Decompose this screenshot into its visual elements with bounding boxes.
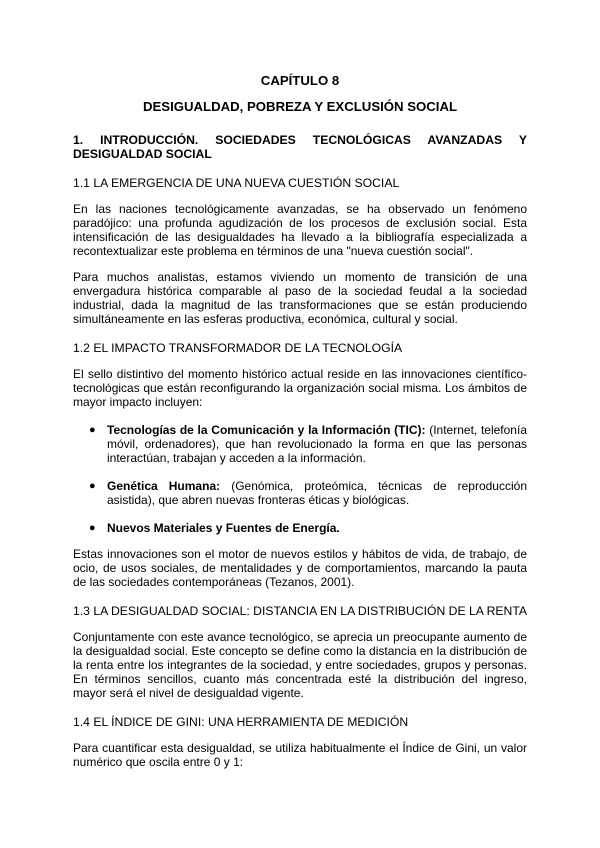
bullet-icon: ● bbox=[89, 480, 96, 492]
paragraph-1-1-a: En las naciones tecnológicamente avanzadas, se ha observado un fenómeno paradójico: una profunda agudización de los procesos de exclusión social. Esta intensificación de las desigualdades ha llevado a la bibliografía especializada a recontextualizar este problema en términos de una "nueva cuestión social". bbox=[73, 202, 527, 258]
paragraph-1-2-intro: El sello distintivo del momento histórico actual reside en las innovaciones científico-tecnológicas que están reconfigurando la organización social misma. Los ámbitos de mayor impacto incluyen: bbox=[73, 367, 527, 409]
subsection-heading-1-1: 1.1 LA EMERGENCIA DE UNA NUEVA CUESTIÓN SOCIAL bbox=[73, 176, 400, 190]
section-heading: 1. INTRODUCCIÓN. SOCIEDADES TECNOLÓGICAS AVANZADAS Y DESIGUALDAD SOCIAL bbox=[73, 133, 527, 161]
list-item bbox=[73, 423, 527, 465]
paragraph-1-4: Para cuantificar esta desigualdad, se utiliza habitualmente el Índice de Gini, un valor numérico que oscila entre 0 y 1: bbox=[73, 741, 527, 769]
chapter-label: CAPÍTULO 8 bbox=[260, 73, 340, 88]
subsection-heading-1-2: 1.2 EL IMPACTO TRANSFORMADOR DE LA TECNOLOGÍA bbox=[73, 341, 403, 355]
list-item-text: (Genómica, proteómica, técnicas de reproducción asistida), que abren nuevas fronteras éticas y biológicas. bbox=[107, 479, 527, 507]
list-item bbox=[73, 521, 527, 535]
paragraph-1-2-outro: Estas innovaciones son el motor de nuevos estilos y hábitos de vida, de trabajo, de ocio, de usos sociales, de mentalidades y de comportamientos, marcando la pauta de las sociedades contemporáneas (Tezanos, 2001). bbox=[73, 547, 527, 589]
list-item-text: (Internet, telefonía móvil, ordenadores), que han revolucionado la forma en que las personas interactúan, trabajan y acceden a la información. bbox=[107, 423, 527, 465]
list-item-term: Nuevos Materiales y Fuentes de Energía. bbox=[107, 521, 340, 535]
document-page bbox=[73, 72, 527, 769]
bullet-icon: ● bbox=[89, 424, 96, 436]
paragraph-1-3: Conjuntamente con este avance tecnológico, se aprecia un preocupante aumento de la desigualdad social. Este concepto se define como la distancia en la distribución de la renta entre los integrantes de la sociedad, y entre sociedades, grupos y personas. En términos sencillos, cuanto más concentrada esté la distribución del ingreso, mayor será el nivel de desigualdad vigente. bbox=[73, 630, 527, 700]
list-item bbox=[73, 479, 527, 507]
list-item-term: Genética Humana: bbox=[107, 479, 221, 493]
list-item-term: Tecnologías de la Comunicación y la Información (TIC): bbox=[107, 423, 426, 437]
subsection-heading-1-4: 1.4 EL ÍNDICE DE GINI: UNA HERRAMIENTA DE MEDICIÓN bbox=[73, 715, 409, 729]
paragraph-1-1-b: Para muchos analistas, estamos viviendo un momento de transición de una envergadura histórica comparable al paso de la sociedad feudal a la sociedad industrial, dada la magnitud de las transformaciones que se están produciendo simultáneamente en las esferas productiva, económica, cultural y social. bbox=[73, 270, 527, 326]
subsection-heading-1-3: 1.3 LA DESIGUALDAD SOCIAL: DISTANCIA EN LA DISTRIBUCIÓN DE LA RENTA bbox=[73, 604, 527, 618]
bullet-icon: ● bbox=[89, 522, 96, 534]
chapter-title: DESIGUALDAD, POBREZA Y EXCLUSIÓN SOCIAL bbox=[142, 99, 458, 114]
impact-list bbox=[73, 423, 527, 535]
